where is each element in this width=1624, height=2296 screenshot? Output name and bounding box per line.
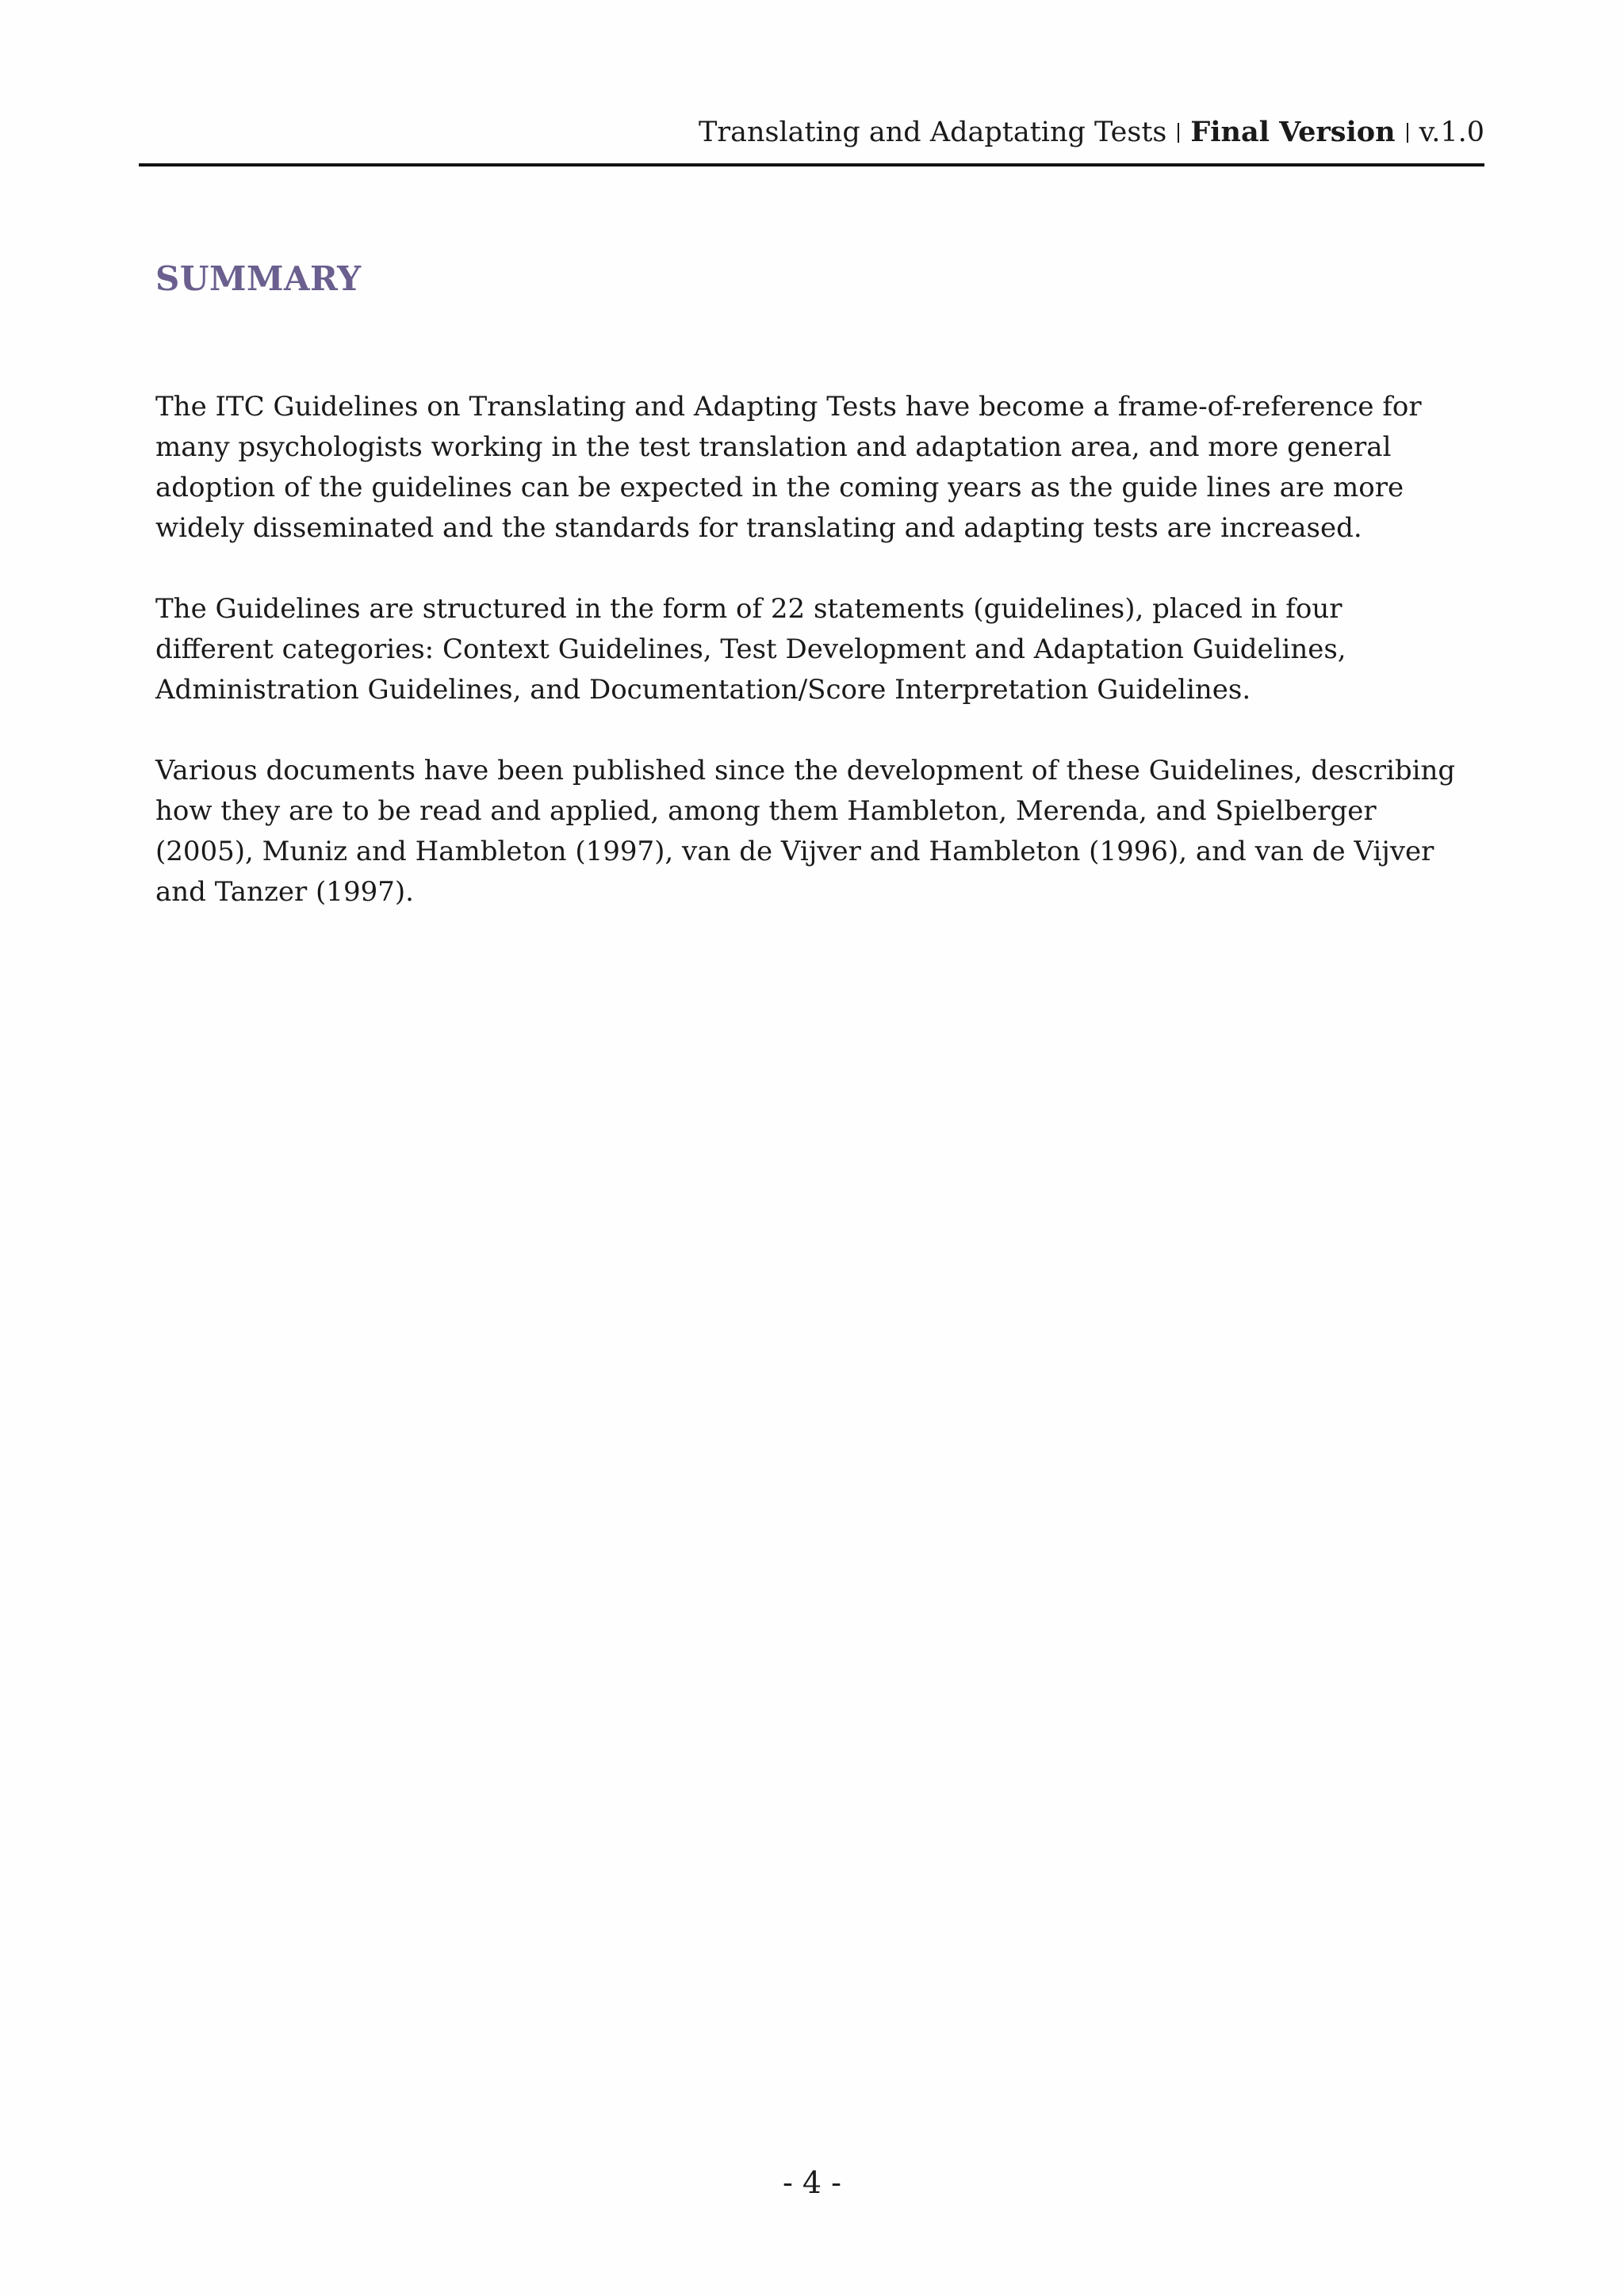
- header-version-number: v.1.0: [1419, 117, 1484, 148]
- paragraph: The ITC Guidelines on Translating and Adapting Tests have become a frame-of-reference for many psychologists working in the test translation and adaptation area, and more general adoption of the guidelines can be expected in the coming years as the guide lines are more widely disseminated and the standards for translating and adapting tests are increased.: [155, 391, 1422, 544]
- section-heading: SUMMARY: [155, 259, 362, 298]
- header-version-label: Final Version: [1190, 116, 1396, 148]
- header-title: Translating and Adaptating Tests: [699, 117, 1167, 148]
- header-rule: [139, 163, 1484, 166]
- paragraph: The Guidelines are structured in the form of 22 statements (guidelines), placed in four different categories: Context Guidelines, Test Development and Adaptation Guidelines, Administration Guidelines, and Documentation/Score Interpretation Guidelines.: [155, 593, 1346, 706]
- page-number: - 4 -: [782, 2165, 841, 2200]
- header-separator: [1407, 123, 1408, 143]
- header-separator: [1178, 123, 1179, 143]
- paragraph: Various documents have been published since the development of these Guidelines, describing how they are to be read and applied, among them Hambleton, Merenda, and Spielberger (2005), Muniz and Hambleton (1997), van de Vijver and Hambleton (1996), and van de Vijver and Tanzer (1997).: [155, 755, 1456, 908]
- body-text: [155, 387, 1456, 953]
- running-header: [139, 113, 1484, 152]
